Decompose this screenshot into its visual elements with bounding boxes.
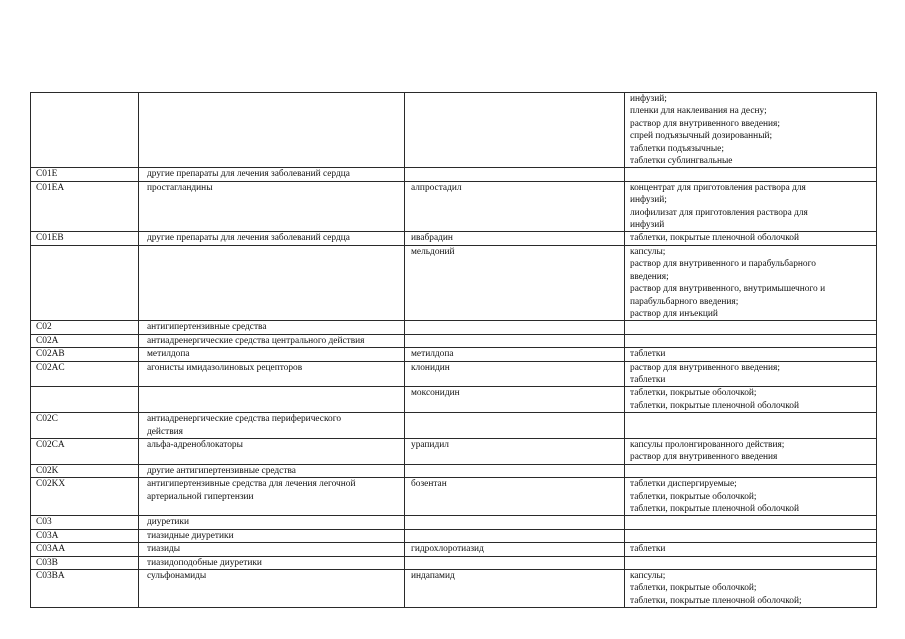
table-row bbox=[31, 321, 877, 334]
cell-text: клонидин bbox=[411, 362, 450, 373]
cell-line: лиофилизат для приготовления раствора для bbox=[630, 207, 808, 218]
table-row bbox=[31, 245, 877, 320]
cell-text: тиазидные диуретики bbox=[147, 530, 234, 541]
cell-line: капсулы; bbox=[630, 571, 666, 582]
cell-text: C03BA bbox=[36, 571, 65, 582]
table-row bbox=[31, 464, 877, 477]
drug-name-cell bbox=[405, 93, 625, 168]
cell-text bbox=[411, 530, 620, 542]
cell-text: C02 bbox=[36, 322, 52, 333]
drug-name-cell bbox=[405, 438, 625, 464]
cell-text: бозентан bbox=[411, 479, 447, 490]
dosage-forms-cell bbox=[625, 570, 877, 608]
dosage-forms-cell bbox=[625, 387, 877, 413]
table-row bbox=[31, 361, 877, 387]
table-row bbox=[31, 516, 877, 529]
cell-line: раствор для внутривенного введения; bbox=[630, 362, 780, 373]
drug-name-cell bbox=[405, 529, 625, 542]
cell-line: таблетки, покрытые пленочной оболочкой bbox=[630, 233, 799, 244]
group-name-cell bbox=[139, 334, 405, 347]
table-row bbox=[31, 181, 877, 232]
cell-text: мельдоний bbox=[411, 246, 455, 257]
cell-text: антиадренергические средства центрального действия bbox=[147, 335, 365, 346]
cell-text: тиазидоподобные диуретики bbox=[147, 557, 262, 568]
cell-text: C02AB bbox=[36, 349, 65, 360]
atc-code-cell bbox=[31, 232, 139, 245]
drug-name-cell bbox=[405, 516, 625, 529]
atc-code-cell bbox=[31, 168, 139, 181]
atc-code-cell bbox=[31, 321, 139, 334]
cell-line: таблетки, покрытые оболочкой; bbox=[630, 388, 757, 399]
cell-text: метилдопа bbox=[147, 349, 190, 360]
cell-text: алпростадил bbox=[411, 182, 462, 193]
dosage-forms-cell bbox=[625, 438, 877, 464]
dosage-forms-cell bbox=[625, 168, 877, 181]
cell-text bbox=[147, 93, 400, 105]
cell-line: раствор для внутривенного, внутримышечного и bbox=[630, 284, 826, 295]
table-body bbox=[31, 93, 877, 608]
group-name-cell bbox=[139, 570, 405, 608]
cell-line: таблетки bbox=[630, 349, 666, 360]
cell-text bbox=[36, 387, 134, 399]
cell-line: таблетки, покрытые пленочной оболочкой bbox=[630, 400, 799, 411]
cell-text: антигипертензивные средства bbox=[147, 322, 267, 333]
table-row bbox=[31, 543, 877, 556]
atc-code-cell bbox=[31, 516, 139, 529]
cell-text: C02K bbox=[36, 465, 59, 476]
atc-code-cell bbox=[31, 413, 139, 439]
table-row bbox=[31, 413, 877, 439]
drug-name-cell bbox=[405, 361, 625, 387]
dosage-forms-cell bbox=[625, 321, 877, 334]
cell-text: C02CA bbox=[36, 439, 65, 450]
cell-line: таблетки, покрытые оболочкой; bbox=[630, 491, 757, 502]
cell-line: капсулы; bbox=[630, 246, 666, 257]
cell-text: другие препараты для лечения заболеваний сердца bbox=[147, 169, 350, 180]
drug-name-cell bbox=[405, 413, 625, 439]
atc-code-cell bbox=[31, 334, 139, 347]
cell-line: раствор для внутривенного и парабульбарного bbox=[630, 259, 816, 270]
cell-text: C03AA bbox=[36, 544, 66, 555]
group-name-cell bbox=[139, 543, 405, 556]
cell-text: C02A bbox=[36, 335, 59, 346]
table-row bbox=[31, 387, 877, 413]
table-row bbox=[31, 570, 877, 608]
cell-line: парабульбарного введения; bbox=[630, 296, 739, 307]
cell-line: таблетки диспергируемые; bbox=[630, 479, 737, 490]
drug-name-cell bbox=[405, 232, 625, 245]
cell-text: C02KX bbox=[36, 479, 66, 490]
group-name-cell bbox=[139, 232, 405, 245]
cell-text: простагландины bbox=[147, 182, 213, 193]
cell-line: концентрат для приготовления раствора для bbox=[630, 182, 806, 193]
group-name-cell bbox=[139, 245, 405, 320]
cell-text: гидрохлоротиазид bbox=[411, 544, 484, 555]
cell-text: метилдопа bbox=[411, 349, 454, 360]
cell-line: таблетки bbox=[630, 544, 666, 555]
dosage-forms-cell bbox=[625, 516, 877, 529]
drug-name-cell bbox=[405, 570, 625, 608]
drug-name-cell bbox=[405, 181, 625, 232]
dosage-forms-cell bbox=[625, 245, 877, 320]
group-name-cell bbox=[139, 181, 405, 232]
table-row bbox=[31, 478, 877, 516]
atc-code-cell bbox=[31, 93, 139, 168]
cell-line: капсулы пролонгированного действия; bbox=[630, 439, 785, 450]
cell-line: раствор для внутривенного введения; bbox=[630, 118, 780, 129]
group-name-cell bbox=[139, 478, 405, 516]
cell-text bbox=[411, 168, 620, 180]
atc-code-cell bbox=[31, 387, 139, 413]
drug-name-cell bbox=[405, 543, 625, 556]
drug-classification-table bbox=[30, 92, 877, 608]
table-row bbox=[31, 168, 877, 181]
dosage-forms-cell bbox=[625, 464, 877, 477]
group-name-cell bbox=[139, 348, 405, 361]
cell-text bbox=[411, 413, 620, 425]
atc-code-cell bbox=[31, 361, 139, 387]
group-name-cell bbox=[139, 168, 405, 181]
dosage-forms-cell bbox=[625, 232, 877, 245]
drug-name-cell bbox=[405, 168, 625, 181]
cell-text: другие антигипертензивные средства bbox=[147, 465, 296, 476]
drug-name-cell bbox=[405, 321, 625, 334]
cell-line: таблетки bbox=[630, 374, 666, 385]
cell-line: таблетки, покрытые оболочкой; bbox=[630, 583, 757, 594]
cell-line: пленки для наклеивания на десну; bbox=[630, 106, 767, 117]
dosage-forms-cell bbox=[625, 478, 877, 516]
table-row bbox=[31, 438, 877, 464]
cell-text: агонисты имидазолиновых рецепторов bbox=[147, 362, 303, 373]
cell-text bbox=[147, 246, 400, 258]
drug-name-cell bbox=[405, 556, 625, 569]
dosage-forms-cell bbox=[625, 529, 877, 542]
cell-text bbox=[411, 321, 620, 333]
table-row bbox=[31, 334, 877, 347]
group-name-cell bbox=[139, 413, 405, 439]
table-row bbox=[31, 529, 877, 542]
cell-text bbox=[147, 387, 400, 399]
atc-code-cell bbox=[31, 181, 139, 232]
cell-text: C01EB bbox=[36, 233, 64, 244]
drug-name-cell bbox=[405, 464, 625, 477]
cell-text: C01E bbox=[36, 169, 58, 180]
atc-code-cell bbox=[31, 464, 139, 477]
cell-text: другие препараты для лечения заболеваний сердца bbox=[147, 233, 350, 244]
cell-line: введения; bbox=[630, 271, 669, 282]
drug-name-cell bbox=[405, 348, 625, 361]
atc-code-cell bbox=[31, 245, 139, 320]
cell-text: тиазиды bbox=[147, 544, 181, 555]
cell-line: раствор для внутривенного введения bbox=[630, 452, 778, 463]
atc-code-cell bbox=[31, 478, 139, 516]
table-row bbox=[31, 348, 877, 361]
drug-name-cell bbox=[405, 334, 625, 347]
cell-text: моксонидин bbox=[411, 388, 460, 399]
cell-text: альфа-адреноблокаторы bbox=[147, 439, 243, 450]
group-name-cell bbox=[139, 464, 405, 477]
group-name-cell bbox=[139, 387, 405, 413]
cell-line: действия bbox=[147, 426, 183, 437]
cell-text bbox=[36, 246, 134, 258]
cell-text bbox=[411, 516, 620, 528]
cell-text: индапамид bbox=[411, 571, 455, 582]
atc-code-cell bbox=[31, 570, 139, 608]
cell-line: спрей подъязычный дозированный; bbox=[630, 131, 773, 142]
cell-text: ивабрадин bbox=[411, 233, 453, 244]
cell-text bbox=[411, 557, 620, 569]
atc-code-cell bbox=[31, 529, 139, 542]
dosage-forms-cell bbox=[625, 334, 877, 347]
cell-text bbox=[411, 93, 620, 105]
cell-text bbox=[411, 465, 620, 477]
dosage-forms-cell bbox=[625, 93, 877, 168]
cell-text: урапидил bbox=[411, 439, 449, 450]
cell-text: C03A bbox=[36, 530, 59, 541]
drug-name-cell bbox=[405, 387, 625, 413]
cell-line: таблетки, покрытые пленочной оболочкой; bbox=[630, 595, 802, 606]
cell-line: таблетки подъязычные; bbox=[630, 143, 724, 154]
group-name-cell bbox=[139, 516, 405, 529]
cell-text bbox=[411, 335, 620, 347]
cell-line: таблетки сублингвальные bbox=[630, 156, 733, 167]
cell-line: инфузий; bbox=[630, 94, 667, 104]
cell-line: таблетки, покрытые пленочной оболочкой bbox=[630, 504, 799, 514]
cell-text: сульфонамиды bbox=[147, 571, 207, 582]
cell-text bbox=[36, 93, 134, 105]
dosage-forms-cell bbox=[625, 543, 877, 556]
cell-line: инфузий bbox=[630, 220, 665, 231]
cell-line: инфузий; bbox=[630, 195, 667, 206]
atc-code-cell bbox=[31, 556, 139, 569]
cell-text: C01EA bbox=[36, 182, 65, 193]
dosage-forms-cell bbox=[625, 348, 877, 361]
drug-name-cell bbox=[405, 245, 625, 320]
cell-line: артериальной гипертензии bbox=[147, 491, 254, 502]
atc-code-cell bbox=[31, 438, 139, 464]
cell-text: C02C bbox=[36, 414, 58, 425]
table-row bbox=[31, 556, 877, 569]
cell-text: C02AC bbox=[36, 362, 65, 373]
table-row bbox=[31, 93, 877, 168]
atc-code-cell bbox=[31, 348, 139, 361]
dosage-forms-cell bbox=[625, 413, 877, 439]
atc-code-cell bbox=[31, 543, 139, 556]
cell-line: раствор для инъекций bbox=[630, 308, 718, 319]
table-row bbox=[31, 232, 877, 245]
group-name-cell bbox=[139, 529, 405, 542]
dosage-forms-cell bbox=[625, 361, 877, 387]
group-name-cell bbox=[139, 556, 405, 569]
group-name-cell bbox=[139, 93, 405, 168]
cell-text: диуретики bbox=[147, 517, 190, 528]
group-name-cell bbox=[139, 361, 405, 387]
dosage-forms-cell bbox=[625, 181, 877, 232]
cell-text: C03 bbox=[36, 517, 52, 528]
cell-text: C03B bbox=[36, 557, 58, 568]
cell-line: антиадренергические средства периферического bbox=[147, 414, 342, 425]
group-name-cell bbox=[139, 438, 405, 464]
cell-line: антигипертензивные средства для лечения легочной bbox=[147, 479, 356, 490]
dosage-forms-cell bbox=[625, 556, 877, 569]
drug-name-cell bbox=[405, 478, 625, 516]
group-name-cell bbox=[139, 321, 405, 334]
